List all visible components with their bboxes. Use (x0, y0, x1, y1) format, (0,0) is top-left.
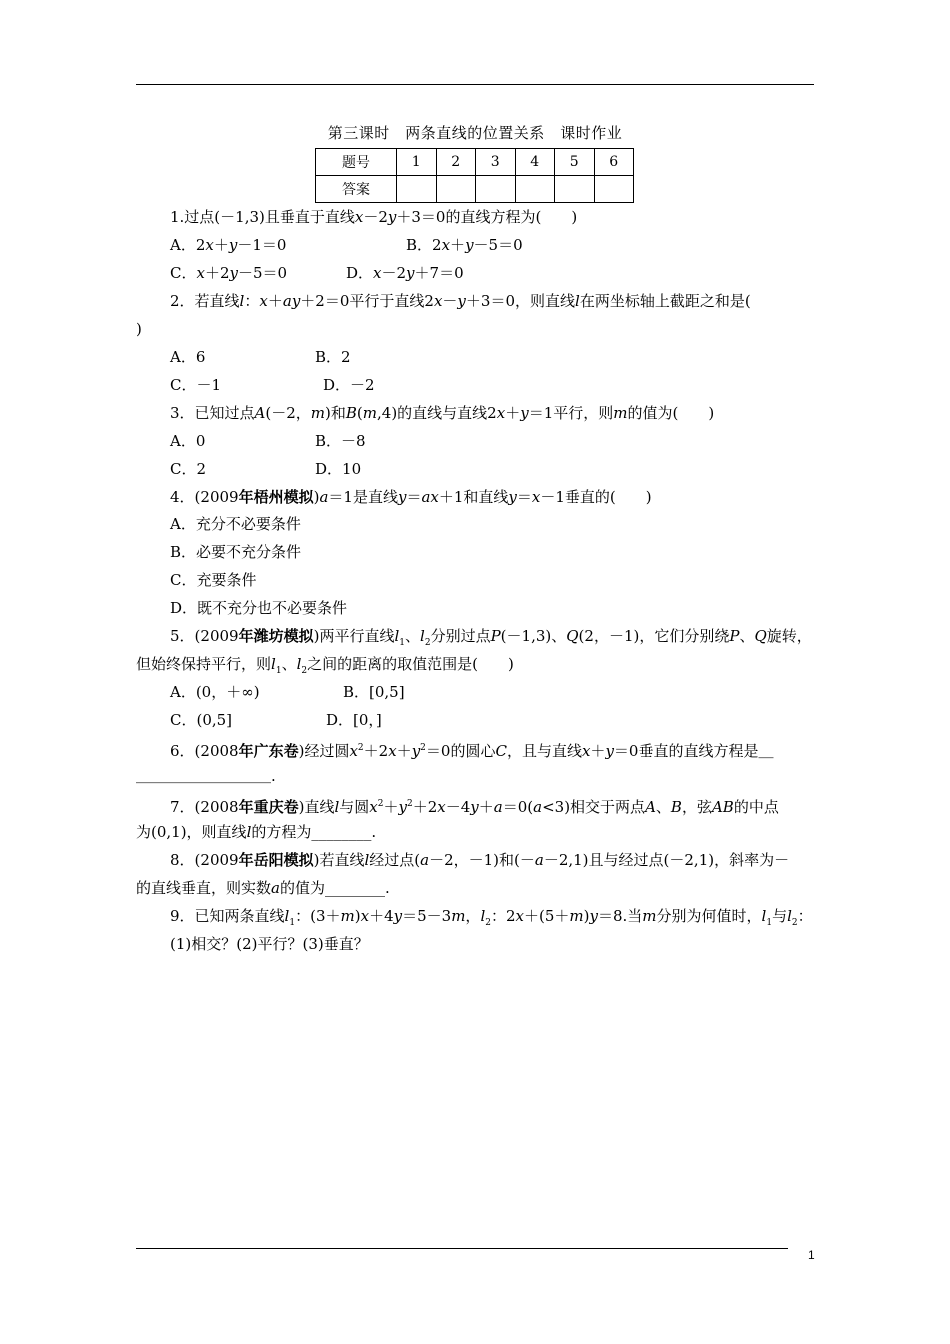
answer-table-row-label: 题号 (316, 149, 397, 176)
question-2-stem: 2．若直线l：x＋ay＋2＝0平行于直线2x－y＋3＝0，则直线l在两坐标轴上截距之和是( (170, 292, 751, 310)
answer-table-number: 1 (397, 149, 437, 176)
question-3-option-a: A．0 (170, 432, 206, 450)
answer-table-number: 4 (515, 149, 555, 176)
question-6-blank[interactable]: ＿＿＿＿＿＿＿＿＿. (136, 767, 276, 785)
question-4-option-b: B．必要不充分条件 (170, 543, 302, 561)
question-4-stem: 4．(2009年梧州模拟)a＝1是直线y＝ax＋1和直线y＝x－1垂直的( ) (170, 488, 652, 506)
question-2-option-d: D．－2 (323, 376, 375, 394)
question-5-option-b: B．[0,5] (343, 683, 405, 701)
question-5-option-d: D．[0，] (326, 711, 382, 729)
question-7-stem: 7．(2008年重庆卷)直线l与圆$x^2+y^2+2x-4y+a=0(a<3)$相交于两点A、B，弦AB的中点 (170, 798, 779, 816)
answer-cell[interactable] (476, 176, 516, 203)
top-rule (136, 84, 814, 85)
question-1-option-c: C．x＋2y－5＝0 (170, 264, 288, 282)
answer-table-number: 6 (594, 149, 634, 176)
question-2-option-a: A．6 (170, 348, 206, 366)
question-1-stem: 1.过点(－1,3)且垂直于直线x－2y＋3＝0的直线方程为( ) (170, 208, 578, 226)
answer-cell[interactable] (594, 176, 634, 203)
question-5-option-a: A．(0，＋∞) (170, 683, 260, 701)
question-7-stem-cont: 为(0,1)，则直线l的方程为________. (136, 823, 377, 841)
question-5-stem-cont: 但始终保持平行，则$l_1$、$l_2$之间的距离的取值范围是( ) (136, 655, 514, 676)
question-2-option-b: B．2 (315, 348, 351, 366)
answer-table-answer-row (316, 176, 634, 203)
question-4-option-d: D．既不充分也不必要条件 (170, 599, 348, 617)
answer-cell[interactable] (555, 176, 595, 203)
question-2-option-c: C．－1 (170, 376, 222, 394)
answer-cell[interactable] (397, 176, 437, 203)
answer-cell[interactable] (515, 176, 555, 203)
answer-table-row-label: 答案 (316, 176, 397, 203)
question-9-subparts: (1)相交？(2)平行？(3)垂直？ (170, 935, 369, 953)
question-1-option-d: D．x－2y＋7＝0 (346, 264, 464, 282)
question-6-stem: 6．(2008年广东卷)经过圆$x^2+2x+y^2=0$的圆心C，且与直线x＋y＝0垂直的直线方程是＿ (170, 742, 774, 760)
question-9-stem: 9．已知两条直线$l_1$：(3＋m)x＋4y＝5－3m，$l_2$：2x＋(5＋m)y＝8.当m分别为何值时，$l_1$与$l_2$： (170, 907, 813, 928)
page-number: 1 (808, 1248, 815, 1262)
question-1-option-b: B．2x＋y－5＝0 (406, 236, 523, 254)
answer-table-number: 3 (476, 149, 516, 176)
question-3-option-d: D．10 (315, 460, 362, 478)
answer-table-number: 2 (436, 149, 476, 176)
answer-cell[interactable] (436, 176, 476, 203)
question-8-stem-cont: 的直线垂直，则实数a的值为________. (136, 879, 390, 897)
question-3-stem: 3．已知过点A(－2，m)和B(m,4)的直线与直线2x＋y＝1平行，则m的值为( ) (170, 404, 715, 422)
question-3-option-b: B．－8 (315, 432, 366, 450)
answer-table-number-row (316, 149, 634, 176)
question-8-stem: 8．(2009年岳阳模拟)若直线l经过点(a－2，－1)和(－a－2,1)且与经过点(－2,1)，斜率为－ (170, 851, 790, 869)
question-5-stem: 5．(2009年潍坊模拟)两平行直线$l_1$、$l_2$分别过点P(－1,3)、Q(2，－1)，它们分别绕P、Q旋转， (170, 627, 812, 648)
answer-table (315, 148, 634, 203)
question-5-option-c: C．(0,5] (170, 711, 233, 729)
question-4-option-a: A．充分不必要条件 (170, 515, 301, 533)
question-2-stem-cont: ) (136, 320, 142, 338)
question-1-option-a: A．2x＋y－1＝0 (170, 236, 287, 254)
question-3-option-c: C．2 (170, 460, 207, 478)
page-title: 第三课时 两条直线的位置关系 课时作业 (327, 124, 623, 142)
question-4-option-c: C．充要条件 (170, 571, 257, 589)
answer-table-number: 5 (555, 149, 595, 176)
footer-rule (136, 1248, 788, 1249)
